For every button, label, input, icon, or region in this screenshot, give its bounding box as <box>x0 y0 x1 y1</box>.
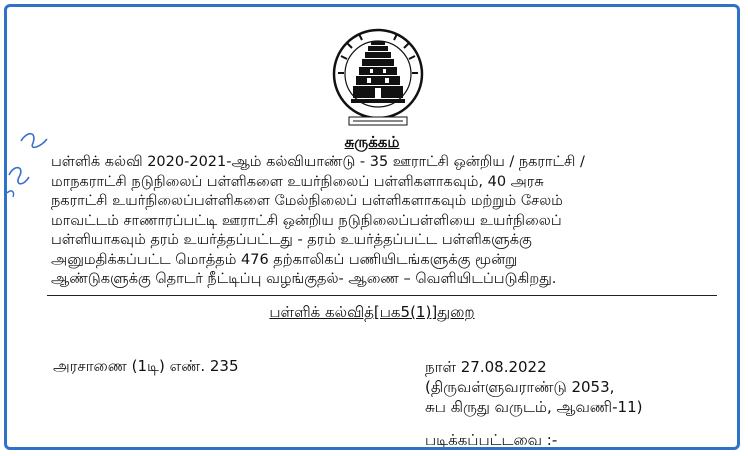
summary-line: ஆண்டுகளுக்கு தொடர் நீட்டிப்பு வழங்குதல்- ஆணை – வெளியிடப்படுகிறது. <box>51 271 557 287</box>
summary-line: பள்ளியாகவும் தரம் உயர்த்தப்பட்டது - தரம் உயர்த்தப்பட்ட பள்ளிகளுக்கு <box>51 232 532 248</box>
summary-line: மாவட்டம் சாணாரப்பட்டி ஊராட்சி ஒன்றிய நடுநிலைப்பள்ளியை உயர்நிலைப் <box>51 212 562 229</box>
document-frame <box>4 4 740 450</box>
department-heading: பள்ளிக் கல்வித்[பக5(1)]துறை <box>269 303 475 321</box>
read-label: படிக்கப்பட்டவை :- <box>425 431 558 449</box>
tamil-nadu-emblem <box>323 21 433 131</box>
summary-heading: சுருக்கம் <box>344 133 400 151</box>
tamil-year: (திருவள்ளுவராண்டு 2053, <box>425 378 615 396</box>
tamil-month: சுப கிருது வருடம், ஆவணி-11) <box>425 398 643 416</box>
summary-line: மாநகராட்சி நடுநிலைப் பள்ளிகளை உயர்நிலைப் பள்ளிகளாகவும், 40 அரசு <box>51 173 544 190</box>
section-divider <box>47 295 717 296</box>
date-block <box>425 357 642 417</box>
summary-paragraph <box>51 153 715 290</box>
summary-line: நகராட்சி உயர்நிலைப்பள்ளிகளை மேல்நிலைப் பள்ளிகளாகவும் மற்றும் சேலம் <box>51 193 563 209</box>
order-number: அரசாணை (1டி) எண். 235 <box>53 357 239 375</box>
summary-line: அனுமதிக்கப்பட்ட மொத்தம் 476 தற்காலிகப் பணியிடங்களுக்கு மூன்று <box>51 251 518 268</box>
order-date: நாள் 27.08.2022 <box>425 358 547 376</box>
government-order-page <box>7 7 737 447</box>
summary-line: பள்ளிக் கல்வி 2020-2021-ஆம் கல்வியாண்டு - 35 ஊராட்சி ஒன்றிய / நகராட்சி / <box>51 154 585 170</box>
